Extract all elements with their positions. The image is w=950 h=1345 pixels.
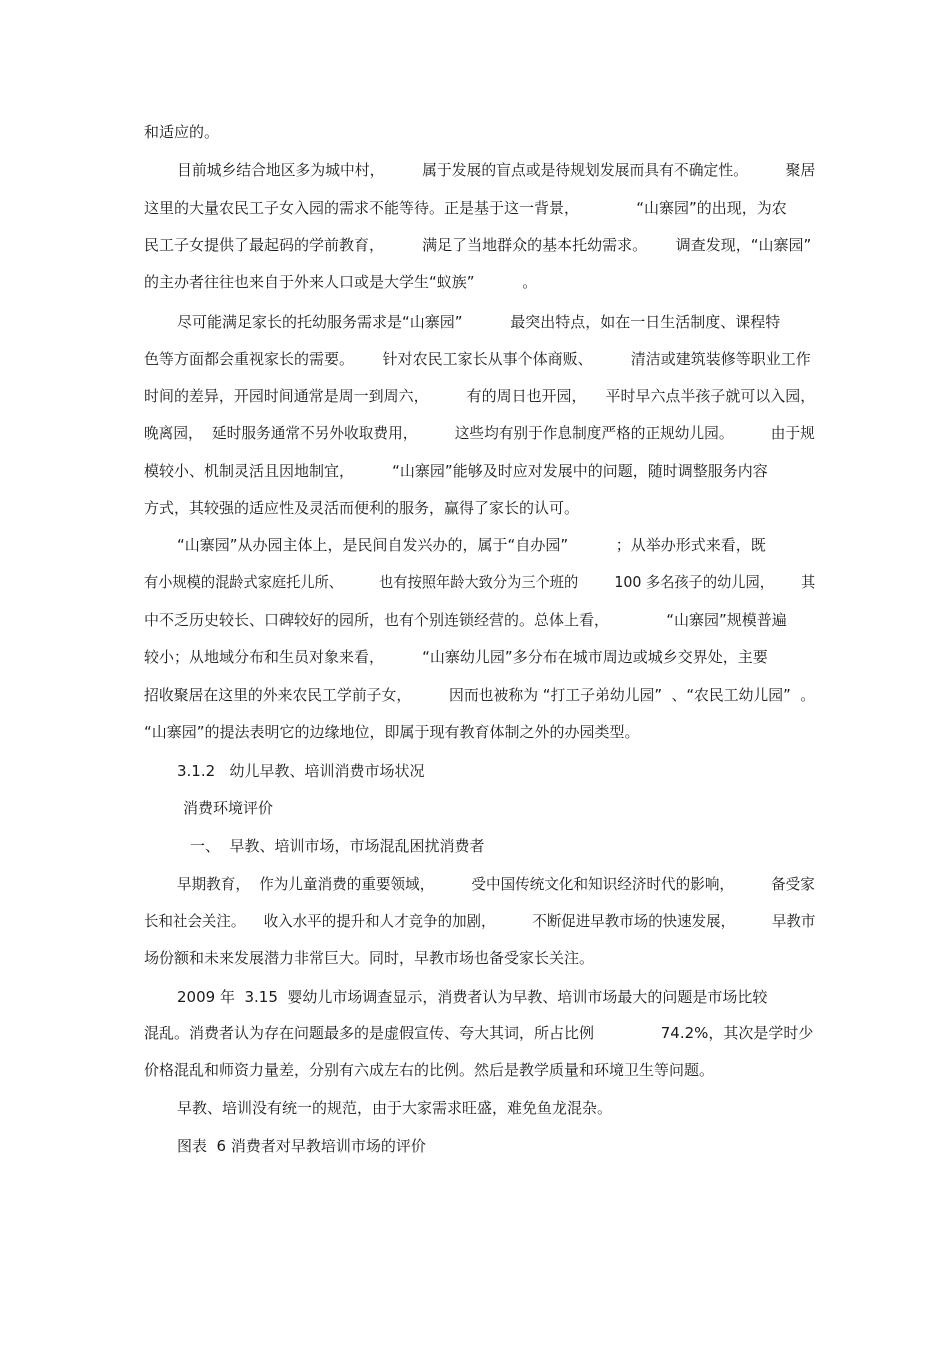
text-line: 这里的大量农民工子女入园的需求不能等待。正是基于这一背景， “山寨园”的出现，为农 [144,199,787,217]
list-heading: 一、 早教、培训市场，市场混乱困扰消费者 [190,837,485,855]
text-line: 场份额和未来发展潜力非常巨大。同时，早教市场也备受家长关注。 [144,949,595,967]
paragraph-line: 早教、培训没有统一的规范，由于大家需求旺盛，难免鱼龙混杂。 [177,1099,613,1117]
text-line: 色等方面都会重视家长的需要。 针对农民工家长从事个体商贩、 清洁或建筑装修等职业工作 [144,350,811,368]
text-line: 价格混乱和师资力量差，分别有六成左右的比例。然后是教学质量和环境卫生等问题。 [144,1061,715,1079]
text-line: 模较小、机制灵活且因地制宜， “山寨园”能够及时应对发展中的问题，随时调整服务内容 [144,462,768,480]
section-heading: 3.1.2 幼儿早教、培训消费市场状况 [177,762,425,780]
text-line: 混乱。消费者认为存在问题最多的是虚假宣传、夸大其词，所占比例 74.2%，其次是学时少 [144,1024,814,1042]
text-line: 中不乏历史较长、口碑较好的园所，也有个别连锁经营的。总体上看， “山寨园”规模普遍 [144,611,787,629]
text-line: 时间的差异，开园时间通常是周一到周六， 有的周日也开园， 平时早六点半孩子就可以入园， [144,387,816,405]
paragraph-line: “山寨园”从办园主体上，是民间自发兴办的，属于“自办园” ；从举办形式来看，既 [177,536,766,554]
text-line: 较小；从地域分布和生员对象来看， “山寨幼儿园”多分布在城市周边或城乡交界处，主要 [144,648,768,666]
figure-caption: 图表 6 消费者对早教培训市场的评价 [177,1137,426,1155]
text-line: 方式，其较强的适应性及灵活而便利的服务，赢得了家长的认可。 [144,499,580,517]
paragraph-line: 2009 年 3.15 婴幼儿市场调查显示，消费者认为早教、培训市场最大的问题是市场比较 [177,988,768,1006]
subsection-heading: 消费环境评价 [183,799,274,817]
text-line: 和适应的。 [144,123,220,141]
text-line: 有小规模的混龄式家庭托儿所、 也有按照年龄大致分为三个班的 100 多名孩子的幼儿园， 其 [144,573,816,591]
text-line: 的主办者往往也来自于外来人口或是大学生“蚁族” 。 [144,273,538,291]
text-line: 招收聚居在这里的外来农民工学前子女， 因而也被称为 “打工子弟幼儿园” 、“农民工幼儿园” 。 [144,686,816,704]
paragraph-line: 尽可能满足家长的托幼服务需求是“山寨园” 最突出特点，如在一日生活制度、课程特 [177,313,781,331]
text-line: 晚离园， 延时服务通常不另外收取费用， 这些均有别于作息制度严格的正规幼儿园。 由于规 [144,424,815,442]
text-line: “山寨园”的提法表明它的边缘地位，即属于现有教育体制之外的办园类型。 [144,723,640,741]
text-line: 民工子女提供了最起码的学前教育， 满足了当地群众的基本托幼需求。 调查发现，“山寨园” [144,236,812,254]
text-line: 长和社会关注。 收入水平的提升和人才竞争的加剧， 不断促进早教市场的快速发展， 早教市 [144,912,816,930]
paragraph-line: 目前城乡结合地区多为城中村， 属于发展的盲点或是待规划发展而具有不确定性。 聚居 [177,161,816,179]
paragraph-line: 早期教育， 作为儿童消费的重要领域， 受中国传统文化和知识经济时代的影响， 备受家 [177,875,815,893]
